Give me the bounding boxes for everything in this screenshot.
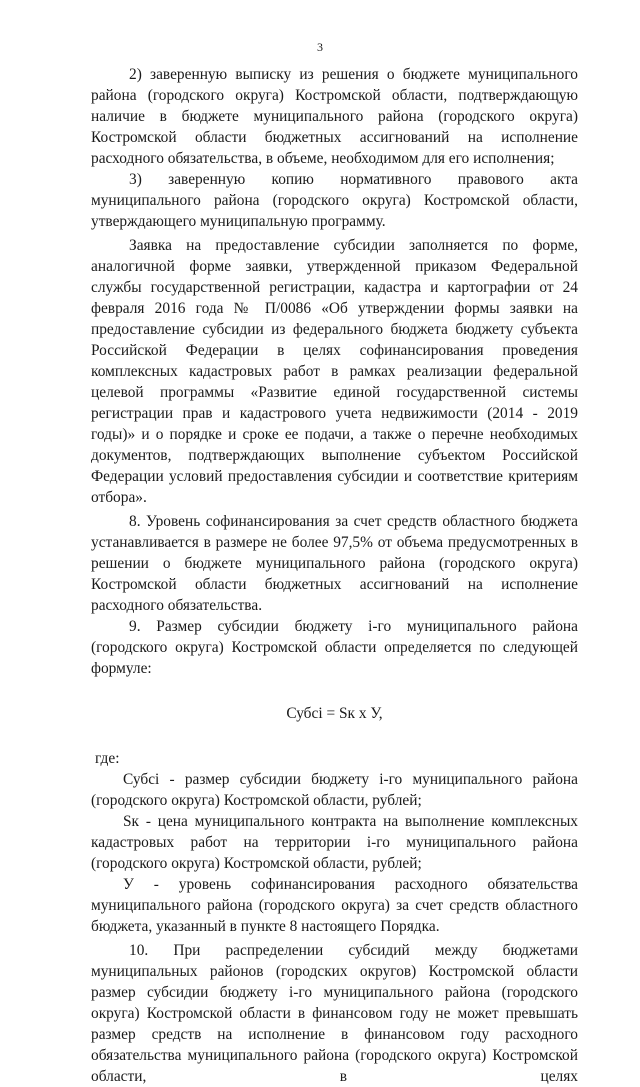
paragraph-item-10: 10. При распределении субсидий между бюджетами муниципальных районов (городских округов) Костромской области размер субсидии бюджету i-го муниципального района (городского округа) Костромской области в финансовом году не может превышать размер средств на исполнение в финансовом году расходного обязательства муниципального района (городского округа) Костромской области, в целях <box>91 942 578 1085</box>
formula-where-label: где: <box>95 750 120 767</box>
paragraph-application: Заявка на предоставление субсидии заполняется по форме, аналогичной форме заявки, утвержденной приказом Федеральной службы государственной регистрации, кадастра и картографии от 24 февраля 2016 года № П/0086 «Об утверждении формы заявки на предоставление субсидии из федерального бюджета бюджету субъекта Российской Федерации в целях софинансирования проведения комплексных кадастровых работ в рамках реализации федеральной целевой программы «Развитие единой государственной системы регистрации прав и кадастрового учета недвижимости (2014 - 2019 годы)» и о порядке и сроке ее подачи, а также о перечне необходимых документов, подтверждающих выполнение субъектом Российской Федерации условий предоставления субсидии и соответствие критериям отбора». <box>91 237 578 506</box>
paragraph-item-2: 2) заверенную выписку из решения о бюджете муниципального района (городского округа) Костромской области, подтверждающую наличие в бюджете муниципального района (городского округа) Костромской области бюджетных ассигнований на исполнение расходного обязательства, в объеме, необходимом для его исполнения; <box>91 66 578 167</box>
definition-cofinancing-level: У - уровень софинансирования расходного обязательства муниципального района (городского округа) за счет средств областного бюджета, указанный в пункте 8 настоящего Порядка. <box>91 876 578 935</box>
definition-contract-price: Sк - цена муниципального контракта на выполнение комплексных кадастровых работ на территории i-го муниципального района (городского округа) Костромской области, рублей; <box>91 813 578 872</box>
subsidy-formula: Субсi = Sк x У, <box>286 705 383 722</box>
page-number: 3 <box>317 40 323 54</box>
document-body <box>91 64 578 1087</box>
paragraph-item-3: 3) заверенную копию нормативного правового акта муниципального района (городского округа) Костромской области, утверждающего муниципальную программу. <box>91 171 578 230</box>
paragraph-item-9: 9. Размер субсидии бюджету i-го муниципального района (городского округа) Костромской области определяется по следующей формуле: <box>91 618 578 677</box>
paragraph-item-8: 8. Уровень софинансирования за счет средств областного бюджета устанавливается в размере не более 97,5% от объема предусмотренных в решении о бюджете муниципального района (городского округа) Костромской области бюджетных ассигнований на исполнение расходного обязательства. <box>91 513 578 614</box>
definition-subsidy: Субсi - размер субсидии бюджету i-го муниципального района (городского округа) Костромской области, рублей; <box>91 771 578 809</box>
